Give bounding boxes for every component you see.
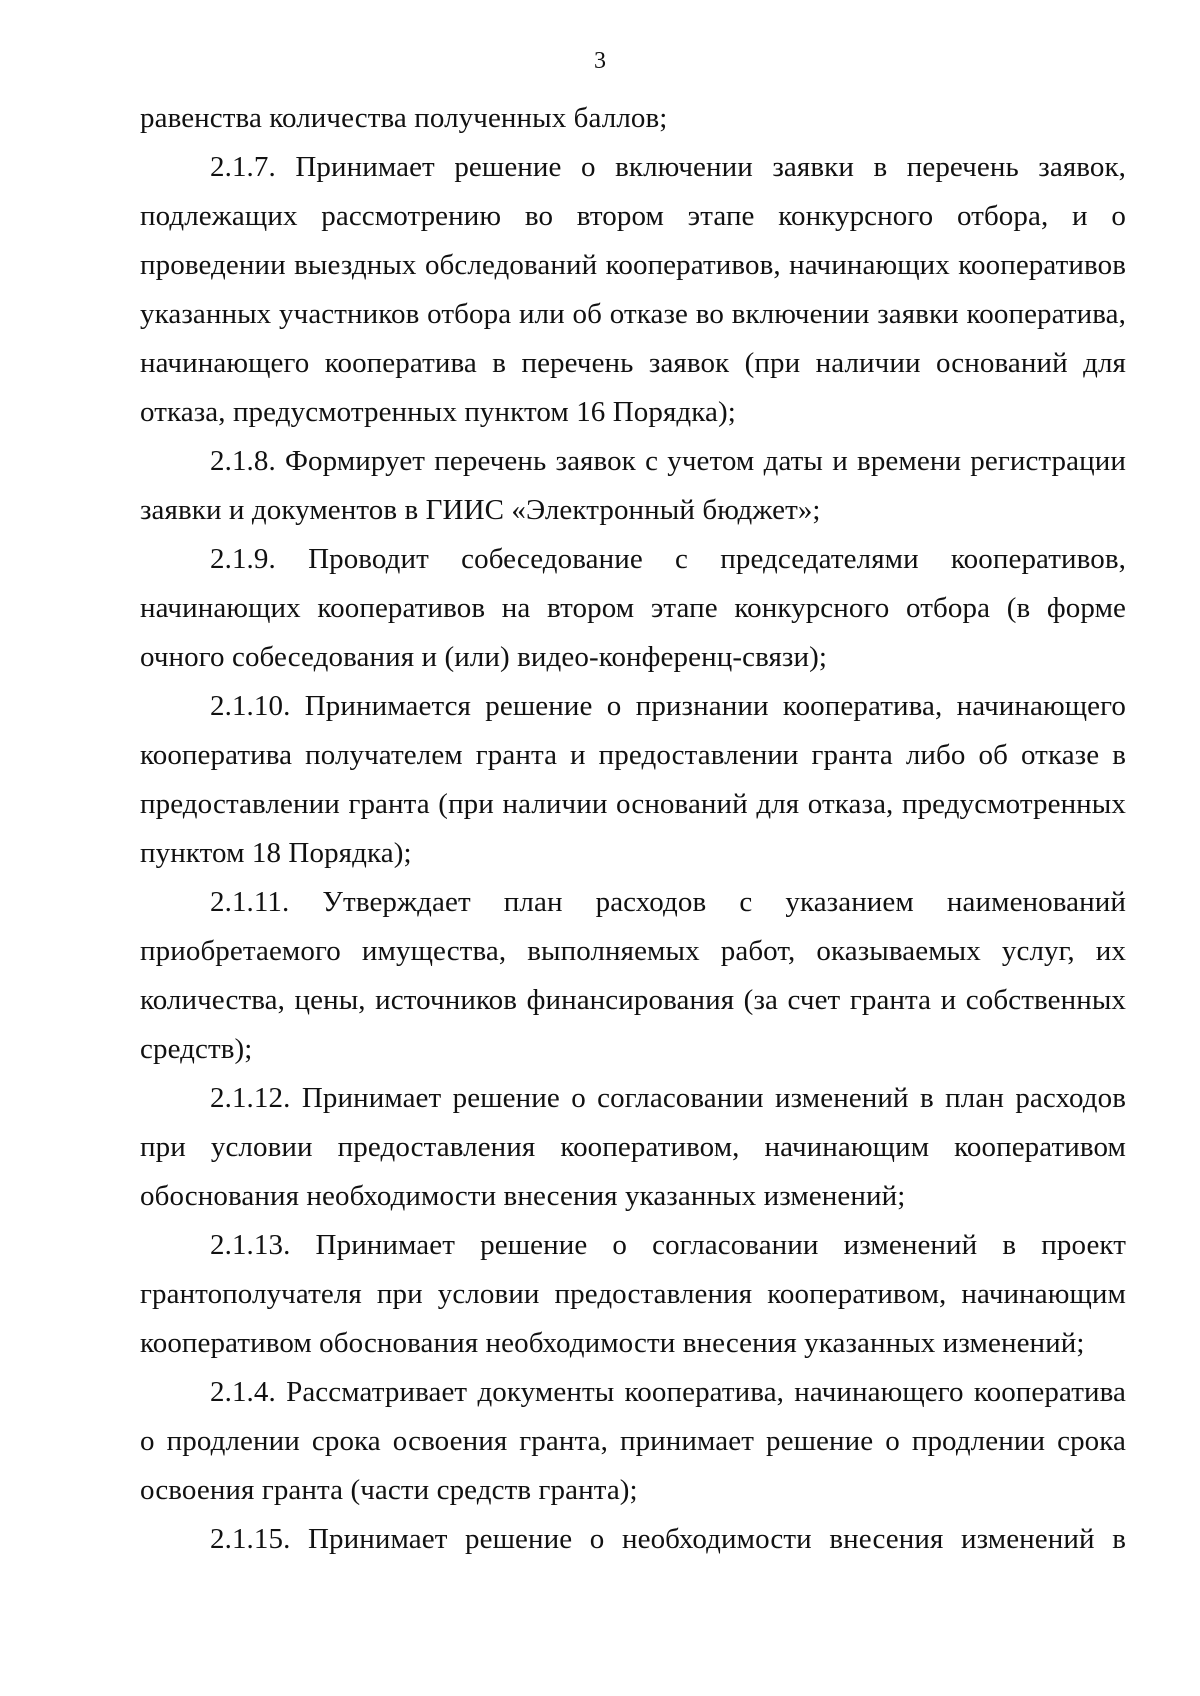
paragraph-continuation: равенства количества полученных баллов; — [140, 102, 668, 134]
paragraph-2-1-14: 2.1.4. Рассматривает документы кооператива, начинающего кооператива о продлении срока освоения гранта, принимает решение о продлении срока освоения гранта (части средств гранта); — [140, 1376, 1126, 1506]
page-number: 3 — [594, 48, 606, 74]
document-body — [140, 94, 1126, 1564]
paragraph-2-1-11: 2.1.11. Утверждает план расходов с указанием наименований приобретаемого имущества, выполняемых работ, оказываемых услуг, их количества, цены, источников финансирования (за счет гранта и собственных средств); — [140, 886, 1126, 1065]
paragraph-2-1-9: 2.1.9. Проводит собеседование с председателями кооперативов, начинающих кооперативов на втором этапе конкурсного отбора (в форме очного собеседования и (или) видео-конференц-связи); — [140, 543, 1126, 673]
paragraph-2-1-13: 2.1.13. Принимает решение о согласовании изменений в проект грантополучателя при условии предоставления кооперативом, начинающим кооперативом обоснования необходимости внесения указанных изменений; — [140, 1229, 1126, 1359]
paragraph-2-1-15: 2.1.15. Принимает решение о необходимости внесения изменений в — [210, 1523, 1126, 1555]
paragraph-2-1-8: 2.1.8. Формирует перечень заявок с учетом даты и времени регистрации заявки и документов в ГИИС «Электронный бюджет»; — [140, 445, 1126, 526]
paragraph-2-1-12: 2.1.12. Принимает решение о согласовании изменений в план расходов при условии предоставления кооперативом, начинающим кооперативом обоснования необходимости внесения указанных изменений; — [140, 1082, 1126, 1212]
paragraph-2-1-10: 2.1.10. Принимается решение о признании кооператива, начинающего кооператива получателем гранта и предоставлении гранта либо об отказе в предоставлении гранта (при наличии оснований для отказа, предусмотренных пунктом 18 Порядка); — [140, 690, 1126, 869]
paragraph-2-1-7: 2.1.7. Принимает решение о включении заявки в перечень заявок, подлежащих рассмотрению во втором этапе конкурсного отбора, и о проведении выездных обследований кооперативов, начинающих кооперативов указанных участников отбора или об отказе во включении заявки кооператива, начинающего кооператива в перечень заявок (при наличии оснований для отказа, предусмотренных пунктом 16 Порядка); — [140, 151, 1126, 428]
